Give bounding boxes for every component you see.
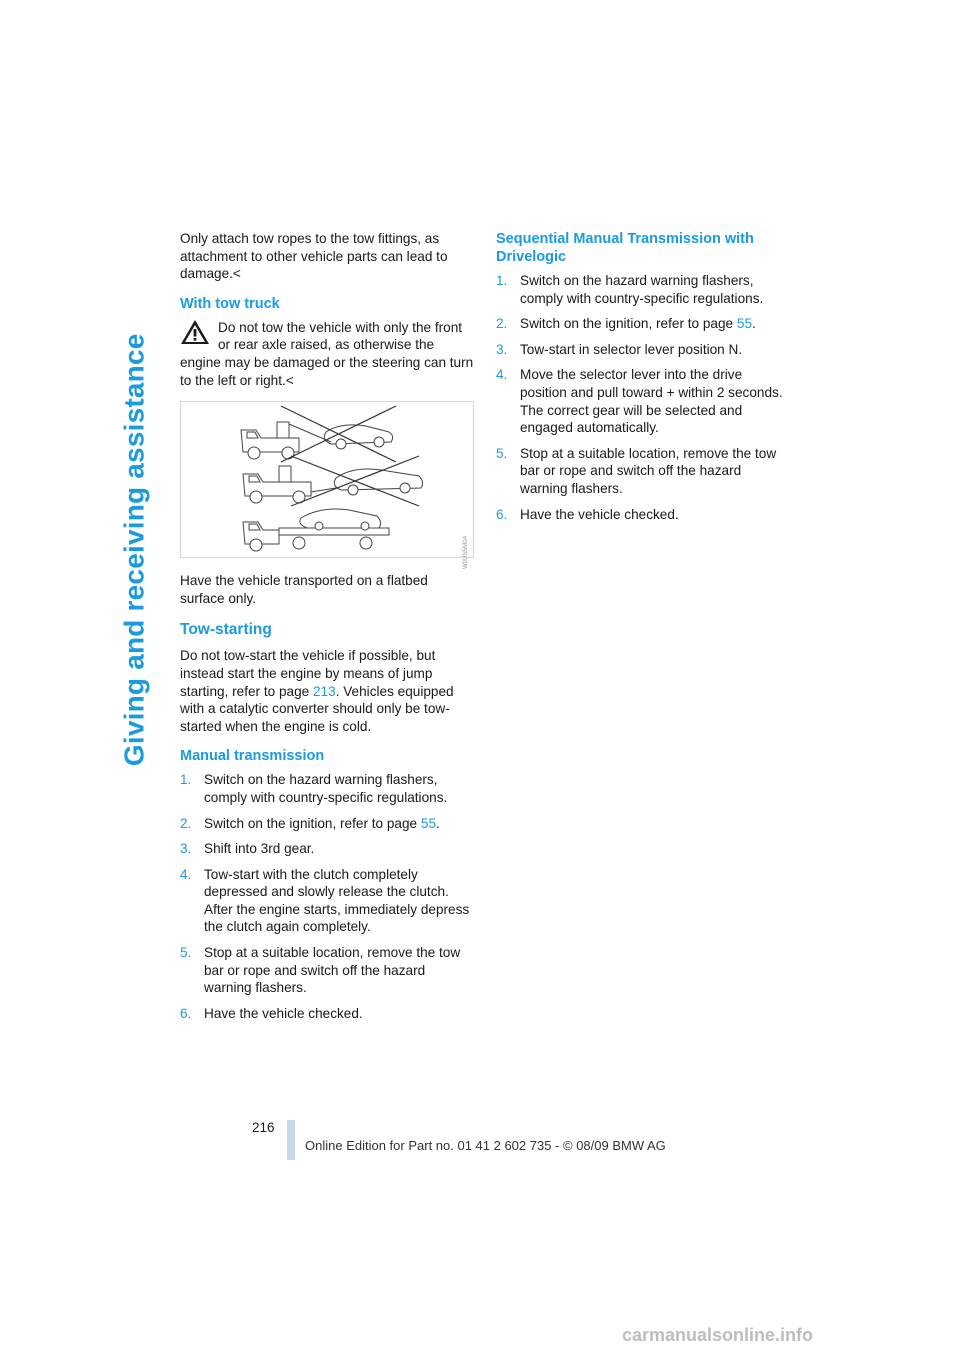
intro-paragraph [180,230,475,283]
list-item [496,341,786,359]
list-item [180,866,475,936]
smt-steps-list [496,272,786,523]
step-text: Tow-start with the clutch completely depressed and slowly release the clutch. After the engine starts, immediately depress the clutch again completely. [204,866,470,935]
step-text: Switch on the hazard warning flashers, comply with country-specific regulations. [520,273,764,306]
step-number: 6. [496,506,508,522]
figure-code: W0UN5M0A [462,535,469,569]
step-number: 3. [496,341,508,357]
heading-manual-transmission: Manual transmission [180,748,325,765]
end-mark: < [285,372,294,388]
step-text: Tow-start in selector lever position N. [520,341,743,357]
list-item [180,815,475,833]
step-number: 1. [496,273,508,288]
step-number: 3. [180,841,192,857]
heading-smt-drivelogic: Sequential Manual Transmission with Drivelogic [496,231,754,265]
list-item [496,445,786,498]
list-item [180,771,475,806]
list-item [496,366,786,436]
heading-tow-starting: Tow-starting [180,621,272,639]
page-link-213[interactable]: 213 [313,683,336,699]
step-text-after: . [752,316,756,332]
step-text: Have the vehicle checked. [204,1005,363,1021]
page-link-55[interactable]: 55 [736,316,753,332]
tow-starting-text-after: . Vehicles equipped with a catalytic converter should only be tow-started when the engine is cold. [180,683,454,734]
towing-illustration [180,401,474,569]
step-number: 5. [496,445,508,461]
list-item [180,944,475,997]
tow-starting-text: Do not tow-start the vehicle if possible, but instead start the engine by means of jump starting, refer to page [180,648,436,699]
step-text: Move the selector lever into the drive position and pull toward + within 2 seconds. The correct gear will be selected and engaged automatically. [520,367,783,436]
warning-block [180,319,475,389]
heading-tow-truck: With tow truck [180,295,280,312]
right-column [496,230,786,531]
flatbed-caption: Have the vehicle transported on a flatbed surface only. [180,573,428,606]
warning-text: Do not tow the vehicle with only the front or rear axle raised, as otherwise the engine may be damaged or the steering can turn to the left or right. [180,319,474,388]
page-number: 216 [252,1120,275,1135]
footer-accent-bar [287,1120,295,1160]
step-text: Have the vehicle checked. [520,506,679,522]
list-item [496,315,786,333]
manual-steps-list [180,771,475,1022]
step-text: Stop at a suitable location, remove the tow bar or rope and switch off the hazard warning flashers. [520,445,777,496]
left-column [180,230,475,1030]
step-number: 2. [496,316,508,332]
intro-text: Only attach tow ropes to the tow fittings, as attachment to other vehicle parts can lead to damage. [180,231,448,282]
page-link-55[interactable]: 55 [420,815,437,831]
towing-diagram [181,402,473,557]
section-side-title-text: Giving and receiving assistance [118,333,150,767]
step-number: 2. [180,815,192,831]
end-mark: < [232,266,241,282]
list-item [496,272,786,307]
list-item [180,1005,475,1023]
step-number: 4. [180,866,192,882]
section-side-title [112,210,156,890]
site-watermark: carmanualsonline.info [622,1325,814,1345]
list-item [496,506,786,524]
step-text: Switch on the hazard warning flashers, comply with country-specific regulations. [204,772,448,805]
step-number: 6. [180,1005,192,1021]
step-number: 5. [180,945,192,961]
warning-triangle-icon [180,319,210,345]
list-item [180,840,475,858]
step-text: Switch on the ignition, refer to page [520,316,737,332]
step-number: 4. [496,367,508,383]
step-text: Switch on the ignition, refer to page [204,815,421,831]
step-text: Shift into 3rd gear. [204,841,315,857]
step-text-after: . [436,815,440,831]
tow-starting-paragraph [180,647,475,735]
edition-footer: Online Edition for Part no. 01 41 2 602 735 - © 08/09 BMW AG [305,1138,666,1153]
step-number: 1. [180,772,192,788]
step-text: Stop at a suitable location, remove the tow bar or rope and switch off the hazard warning flashers. [204,945,461,996]
